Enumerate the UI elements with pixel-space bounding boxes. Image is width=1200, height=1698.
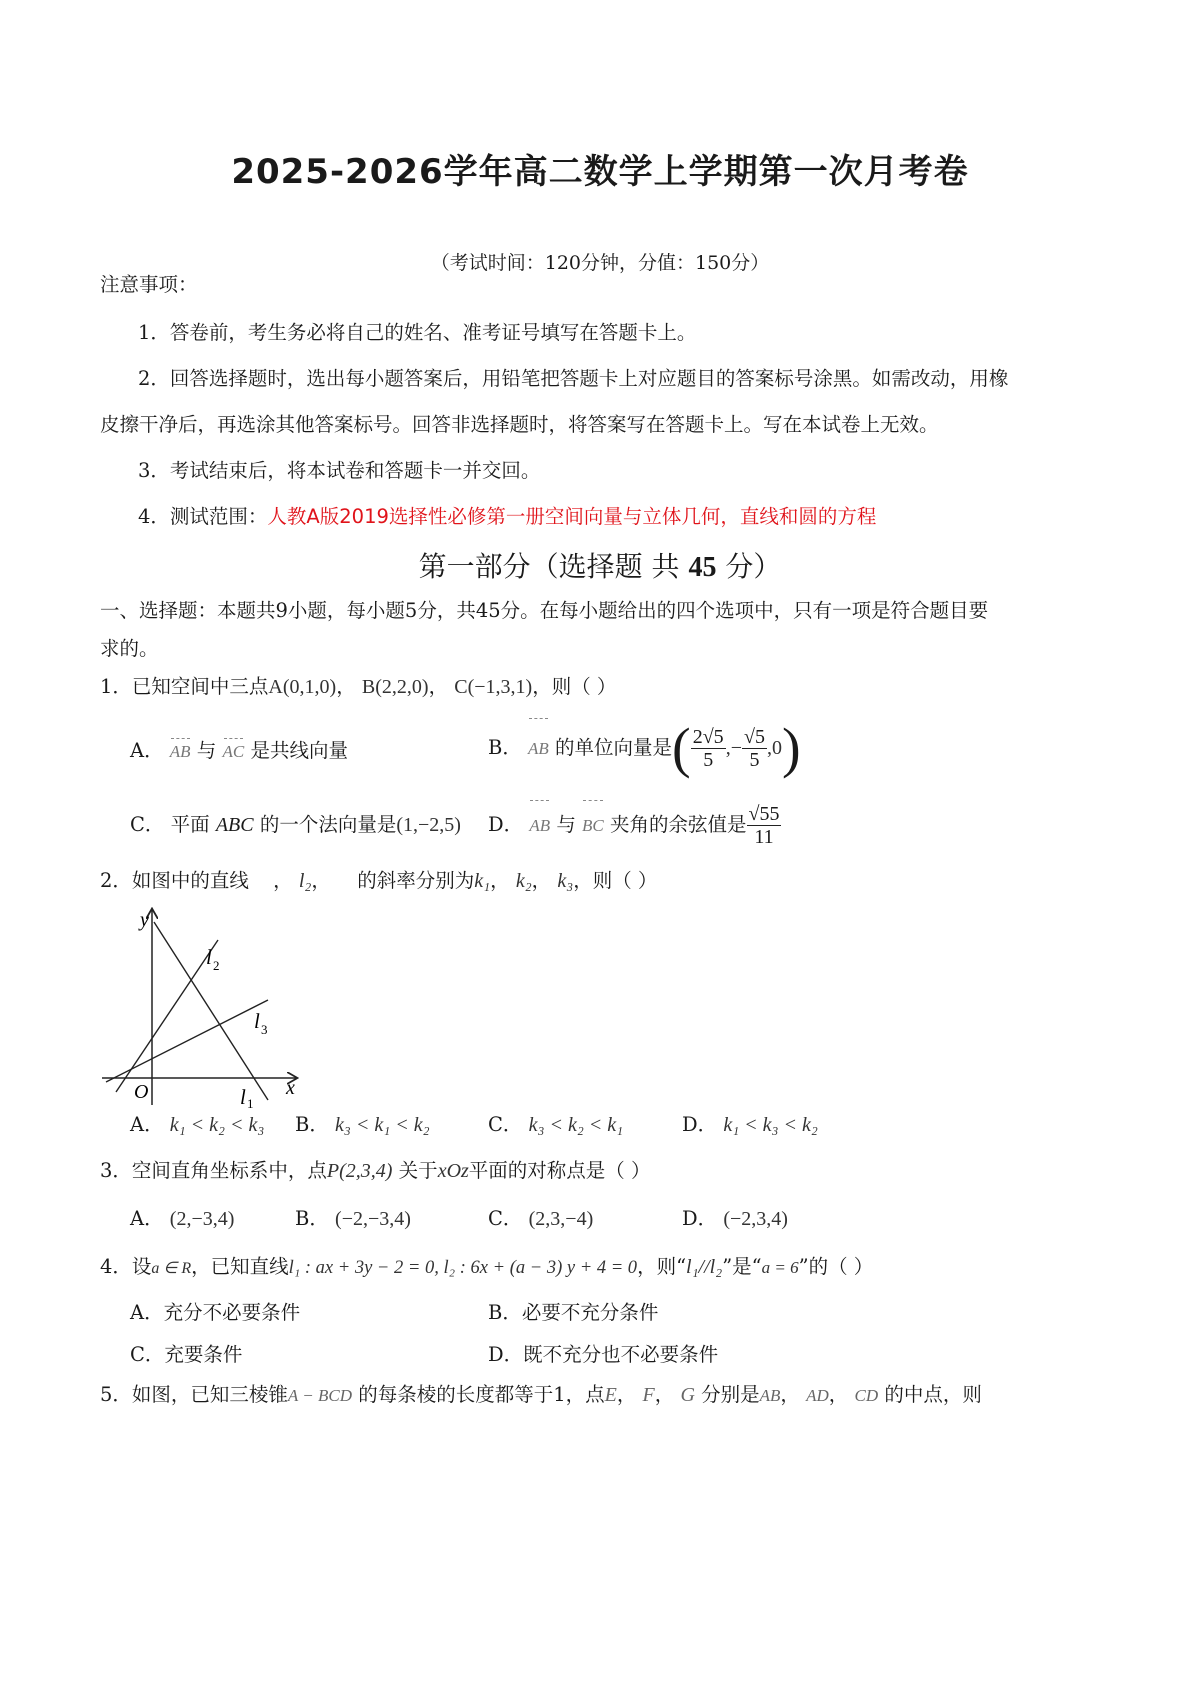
q1-option-a-text: 是共线向量	[250, 739, 348, 762]
edge-ad: AD	[806, 1386, 829, 1405]
q1-option-d-label: D．	[488, 813, 524, 836]
q1-point-a: A(0,1,0)	[268, 676, 337, 698]
q3-option-b-text: (−2,−3,4)	[335, 1208, 411, 1230]
denominator: 11	[754, 826, 774, 848]
q1-option-a-mid: 与	[196, 739, 217, 762]
q4-stem-text-3: ，则“	[637, 1255, 687, 1278]
x-axis-label: x	[286, 1077, 295, 1099]
line-equations: l₁ : ax + 3y − 2 = 0, l₂ : 6x + (a − 3) y + 4 = 0	[288, 1258, 638, 1278]
q4-stem-text: 4．设	[100, 1255, 152, 1278]
part-1-heading	[0, 548, 1200, 587]
q3-option-a[interactable]	[130, 1206, 234, 1232]
left-paren: (	[672, 717, 691, 780]
q2-stem-text: 2．如图中的直线	[100, 869, 249, 892]
plane-xoz: xOz	[437, 1160, 469, 1182]
q1-option-c-text: 平面	[170, 813, 210, 836]
part-1-intro-line-2: 求的。	[100, 637, 159, 660]
q3-stem-text: 3．空间直角坐标系中，点	[100, 1159, 327, 1182]
q1-option-b-text: 的单位向量是	[555, 736, 673, 759]
q4-option-c-text: 充要条件	[164, 1343, 243, 1366]
q2-option-d[interactable]	[682, 1112, 818, 1138]
q4-option-b-text: 必要不充分条件	[521, 1301, 659, 1324]
point-p: P(2,3,4)	[326, 1160, 393, 1182]
q2-stem: 2．如图中的直线 ， l₂， 的斜率分别为k₁， k₂， k₃，则（ ）	[100, 869, 658, 892]
q4-stem-text-4: ”是“	[722, 1255, 762, 1278]
q5-stem-text-3: 分别是	[701, 1383, 760, 1406]
q2-option-b-label: B．	[295, 1113, 329, 1136]
q5-stem-text-2: 的每条棱的长度都等于1，点	[358, 1383, 605, 1406]
fraction-2sqrt5-over-5	[691, 726, 726, 771]
q3-option-d[interactable]	[682, 1206, 788, 1232]
vector-ab: AB	[529, 798, 550, 851]
q2-option-a[interactable]	[130, 1112, 264, 1138]
q1-option-c-label: C．	[130, 813, 165, 836]
line-l3	[106, 1000, 268, 1082]
q4-option-a[interactable]	[130, 1300, 300, 1326]
tail: ,0	[766, 737, 782, 759]
point-g: G	[680, 1384, 695, 1406]
q2-figure	[96, 900, 316, 1110]
q1-stem-end: ，则（ ）	[532, 675, 617, 698]
q4-option-c[interactable]	[130, 1342, 242, 1368]
part-1-heading-text: 第一部分（选择题 共	[418, 550, 680, 583]
vector-ab: AB	[170, 736, 191, 765]
q3-stem-end: 平面的对称点是（ ）	[468, 1159, 651, 1182]
l3-label: l	[254, 1009, 260, 1033]
q2-option-d-text: k₁ < k₃ < k₂	[723, 1114, 818, 1136]
fraction-sqrt5-over-5	[742, 726, 767, 771]
q4-option-b[interactable]	[488, 1300, 658, 1326]
q3-option-c-text: (2,3,−4)	[528, 1208, 594, 1230]
part-1-intro-line-1: 一、选择题：本题共9小题，每小题5分，共45分。在每小题给出的四个选项中，只有一项是符合题目要	[100, 599, 989, 622]
q2-stem-end: ，则（ ）	[573, 869, 658, 892]
notes-heading: 注意事项：	[100, 273, 198, 296]
fraction-sqrt55-over-11	[747, 803, 782, 848]
y-axis-label: y	[140, 909, 149, 931]
note-2-line-2: 皮擦干净后，再选涂其他答案标号。回答非选择题时，将答案写在答题卡上。写在本试卷上无效。	[100, 413, 939, 436]
q4-option-a-text: 充分不必要条件	[163, 1301, 301, 1324]
q4-option-a-label: A．	[130, 1301, 164, 1324]
q2-option-a-label: A．	[130, 1113, 164, 1136]
separator: ,−	[725, 737, 742, 759]
point-f: F	[642, 1384, 655, 1406]
q3-option-b-label: B．	[295, 1207, 329, 1230]
edge-ab: AB	[759, 1386, 781, 1405]
edge-cd: CD	[854, 1386, 879, 1405]
q2-option-a-text: k₁ < k₂ < k₃	[169, 1114, 265, 1136]
l2-label: l	[206, 945, 212, 969]
note-2-line-1: 2．回答选择题时，选出每小题答案后，用铅笔把答题卡上对应题目的答案标号涂黑。如需改动，用橡	[138, 367, 1009, 390]
slope-k3: k₃	[557, 870, 574, 892]
q4-stem-text-2: ，已知直线	[191, 1255, 289, 1278]
q4-option-d[interactable]	[488, 1342, 718, 1368]
q2-option-c-text: k₃ < k₂ < k₁	[528, 1114, 624, 1136]
q1-point-b: B(2,2,0)	[361, 676, 429, 698]
denominator: 5	[703, 749, 714, 771]
q1-option-c[interactable]	[130, 812, 461, 838]
q1-option-d-text: 夹角的余弦值是	[609, 813, 747, 836]
q1-option-c-text-2: 的一个法向量是	[259, 813, 397, 836]
slope-k2: k₂	[515, 870, 532, 892]
q2-option-d-label: D．	[682, 1113, 718, 1136]
plane-abc: ABC	[215, 814, 254, 836]
q3-stem-text-2: 关于	[398, 1159, 438, 1182]
q4-option-b-label: B．	[488, 1301, 522, 1324]
q1-stem-text: 1．已知空间中三点	[100, 675, 269, 698]
q5-stem-end: 的中点，则	[884, 1383, 982, 1406]
numerator: 2√5	[692, 726, 724, 748]
q3-option-d-label: D．	[682, 1207, 718, 1230]
q5-stem: 5．如图，已知三棱锥A − BCD 的每条棱的长度都等于1，点E， F， G 分别是AB， AD， CD 的中点，则	[100, 1383, 982, 1406]
note-4-label: 4．测试范围：	[138, 505, 268, 528]
slope-k1: k₁	[474, 870, 491, 892]
q3-option-a-label: A．	[130, 1207, 164, 1230]
tetrahedron: A − BCD	[287, 1386, 352, 1405]
numerator: √55	[748, 803, 780, 825]
vector-ab: AB	[528, 716, 549, 779]
q1-stem: 1．已知空间中三点A(0,1,0)， B(2,2,0)， C(−1,3,1)，则（ ）	[100, 675, 617, 698]
q1-option-a-label: A．	[130, 739, 164, 762]
l2-subscript: 2	[213, 958, 220, 973]
a-equals-6: a = 6	[761, 1258, 799, 1277]
point-e: E	[604, 1384, 617, 1406]
q4-option-d-text: 既不充分也不必要条件	[523, 1343, 719, 1366]
q3-option-d-text: (−2,3,4)	[723, 1208, 788, 1230]
q3-option-a-text: (2,−3,4)	[169, 1208, 235, 1230]
note-1: 1．答卷前，考生务必将自己的姓名、准考证号填写在答题卡上。	[138, 321, 697, 344]
q1-option-d[interactable]	[488, 798, 781, 851]
q2-option-b[interactable]	[295, 1112, 430, 1138]
q4-stem	[100, 1254, 873, 1282]
exam-title: 2025-2026学年高二数学上学期第一次月考卷	[231, 152, 969, 192]
q4-option-d-label: D．	[488, 1343, 524, 1366]
note-4	[138, 504, 876, 530]
q1-option-b-label: B．	[488, 736, 522, 759]
note-3: 3．考试结束后，将本试卷和答题卡一并交回。	[138, 459, 541, 482]
q3-stem	[100, 1158, 651, 1184]
q2-stem-text-2: 的斜率分别为	[357, 869, 475, 892]
q4-option-c-label: C．	[130, 1343, 165, 1366]
a-in-r: a ∈ R	[151, 1260, 192, 1277]
q1-option-a[interactable]	[130, 736, 348, 765]
q1-point-c: C(−1,3,1)	[454, 676, 533, 698]
origin-label: O	[134, 1081, 149, 1103]
denominator: 5	[749, 749, 760, 771]
q1-option-b[interactable]	[488, 716, 801, 779]
numerator: √5	[743, 726, 765, 748]
parallel-condition: l₁//l₂	[686, 1256, 723, 1278]
q2-option-c-label: C．	[488, 1113, 523, 1136]
note-4-scope: 人教A版2019选择性必修第一册空间向量与立体几何，直线和圆的方程	[267, 505, 877, 528]
vector-bc: BC	[582, 798, 604, 851]
q5-stem-text: 5．如图，已知三棱锥	[100, 1383, 288, 1406]
right-paren: )	[781, 717, 801, 780]
part-1-heading-end: 分）	[725, 550, 782, 583]
q1-option-d-mid: 与	[556, 813, 576, 836]
q4-stem-end: ”的（ ）	[798, 1255, 874, 1278]
q2-option-c[interactable]	[488, 1112, 623, 1138]
line-l2: l₂	[298, 870, 312, 892]
l1-subscript: 1	[247, 1096, 254, 1110]
normal-vector: (1,−2,5)	[396, 814, 461, 836]
q2-option-b-text: k₃ < k₁ < k₂	[335, 1114, 430, 1136]
l1-label: l	[240, 1085, 246, 1109]
l3-subscript: 3	[261, 1022, 268, 1037]
part-1-score: 45	[688, 552, 717, 583]
vector-ac: AC	[223, 736, 245, 765]
q3-option-b[interactable]	[295, 1206, 411, 1232]
exam-subtitle: （考试时间：120分钟，分值：150分）	[430, 252, 770, 274]
q3-option-c-label: C．	[488, 1207, 523, 1230]
q3-option-c[interactable]	[488, 1206, 593, 1232]
